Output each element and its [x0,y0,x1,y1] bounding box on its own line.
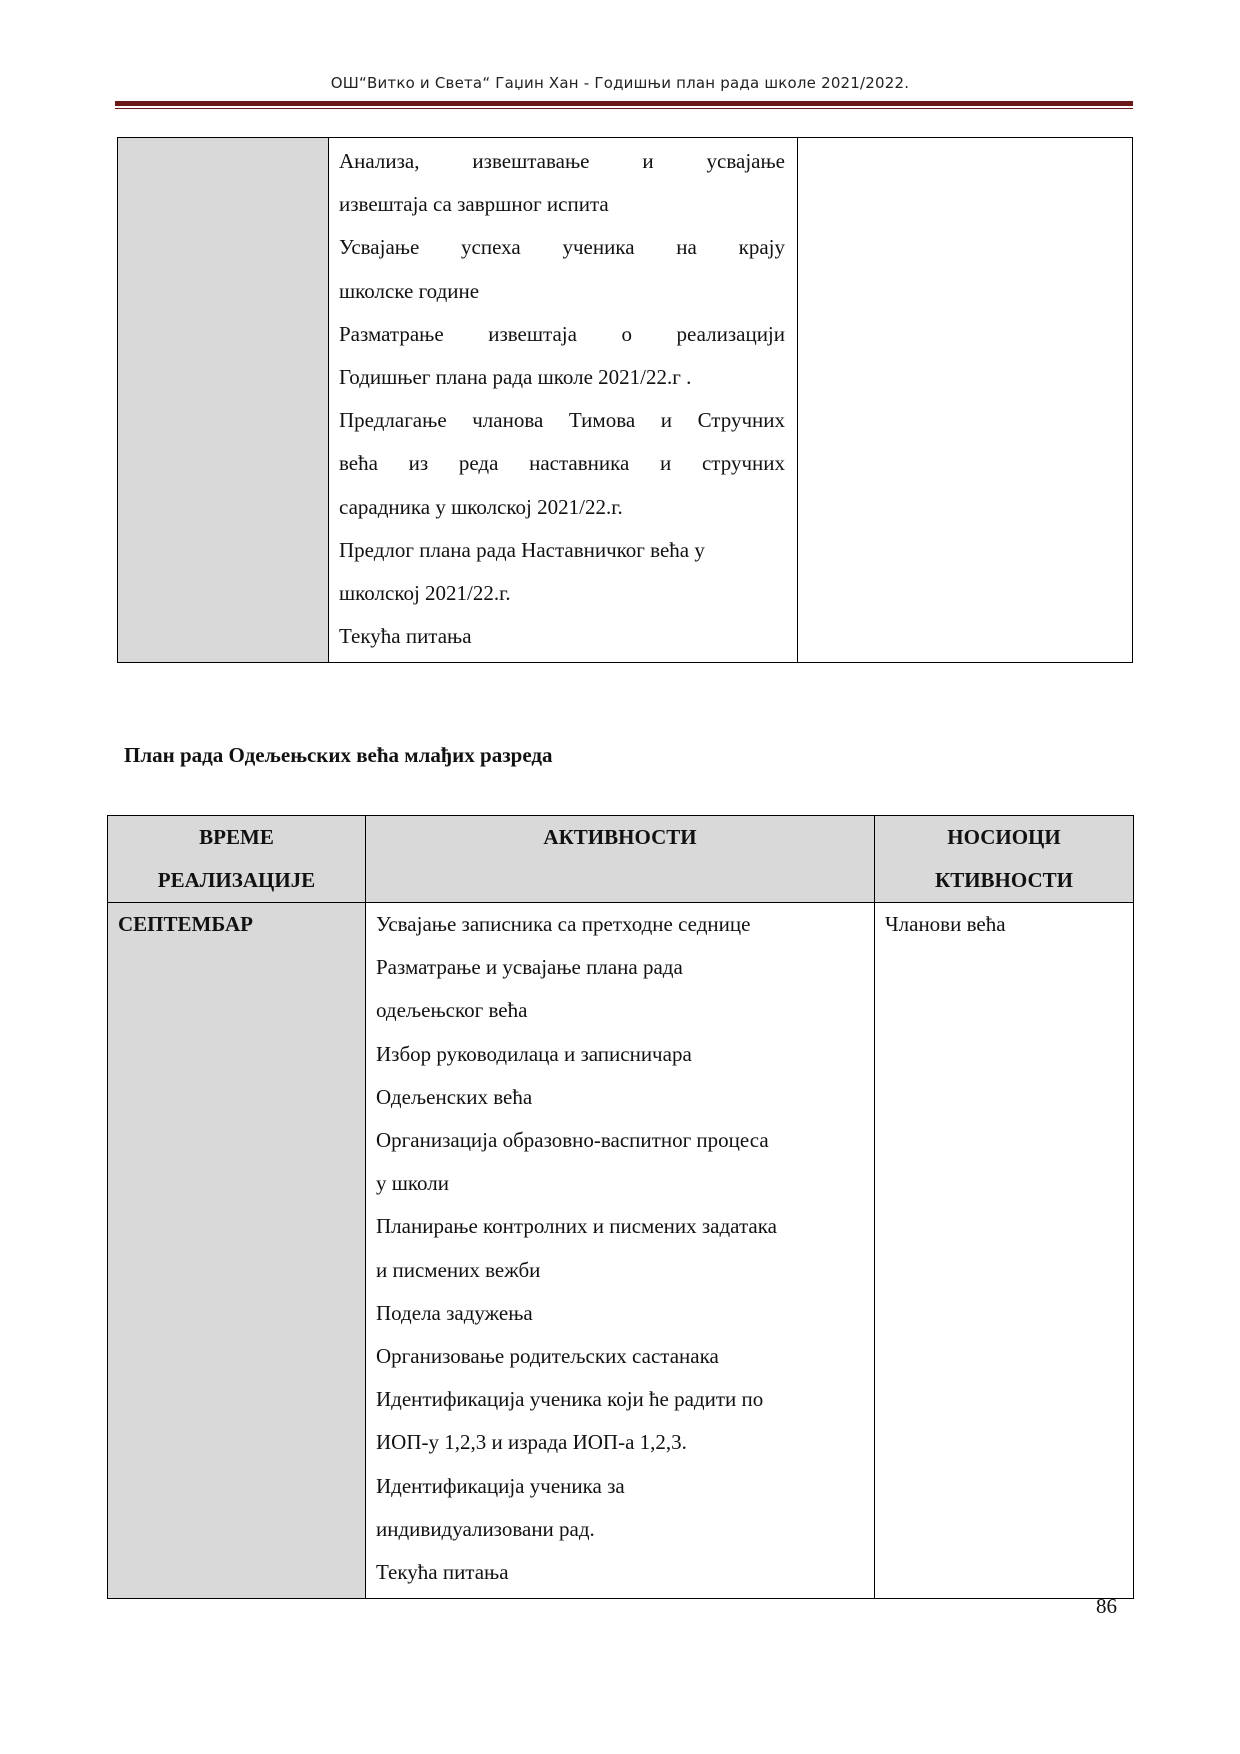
activity-line: извештаја са завршног испита [339,192,609,217]
page-header-title: ОШ“Витко и Света“ Гаџин Хан - Годишњи план рада школе 2021/2022. [330,74,910,92]
header-responsible-line1: НОСИОЦИ [947,825,1061,849]
activity-line: Организација образовно-васпитног процеса [376,1128,769,1153]
header-responsible [875,816,1134,903]
activity-line: Текућа питања [376,1560,509,1585]
activity-line: сарадника у школској 2021/22.г. [339,494,623,519]
activity-line: Идентификација ученика који ће радити по [376,1387,764,1412]
activity-line: Усвајање успеха ученика на крају [339,235,785,260]
class-council-plan-table [107,815,1134,1599]
activity-line: Анализа, извештавање и усвајање [339,149,785,173]
table-row [118,138,1133,663]
activity-line: Разматрање извештаја о реализацији [339,321,785,346]
activity-line: Организовање родитељских састанака [376,1344,719,1369]
header-activities [366,816,875,903]
responsible-cell: Чланови већа [875,903,1134,1599]
responsible-cell-empty [798,138,1133,663]
activity-line: Планирање контролних и писмених задатака [376,1214,777,1239]
activity-line: школској 2021/22.г. [339,581,511,606]
page-number: 86 [1096,1594,1117,1618]
activity-line: Избор руководилаца и записничара [376,1041,692,1066]
activity-line: Текућа питања [339,624,472,649]
activities-cell [329,138,798,663]
continued-activities-table [117,137,1133,663]
table-row [108,903,1134,1599]
header-time-line1: ВРЕМЕ [199,825,274,849]
header-time-line2: РЕАЛИЗАЦИЈЕ [157,868,316,892]
header-time [108,816,366,903]
activity-line: и писмених вежби [376,1257,541,1282]
activity-line: индивидуализовани рад. [376,1516,595,1541]
header-rule-thin [115,108,1133,109]
activity-line: Предлагање чланова Тимова и Стручних [339,408,785,433]
header-rule-thick [115,101,1133,106]
time-cell-empty [118,138,329,663]
activity-line: Подела задужења [376,1300,533,1325]
month-cell: СЕПТЕМБАР [108,903,366,1599]
activity-line: Идентификација ученика за [376,1473,625,1498]
activity-line: Усвајање записника са претходне седнице [376,912,751,936]
activity-line: Годишњег плана рада школе 2021/22.г . [339,365,692,390]
activity-line: школске године [339,278,480,303]
header-activities-label: АКТИВНОСТИ [543,825,697,849]
activity-line: Одељенских већа [376,1084,533,1109]
activity-line: Предлог плана рада Наставничког већа у [339,537,705,562]
activities-cell [366,903,875,1599]
activity-line: Разматрање и усвајање плана рада [376,955,683,980]
activity-line: већа из реда наставника и стручних [339,451,785,476]
activity-line: у школи [376,1171,449,1196]
section-title: План рада Одељењских већа млађих разреда [124,743,553,767]
activity-line: одељењског већа [376,998,528,1023]
table-header-row [108,816,1134,903]
activity-line: ИОП-у 1,2,3 и израда ИОП-а 1,2,3. [376,1430,687,1455]
header-responsible-line2: КТИВНОСТИ [934,868,1073,892]
